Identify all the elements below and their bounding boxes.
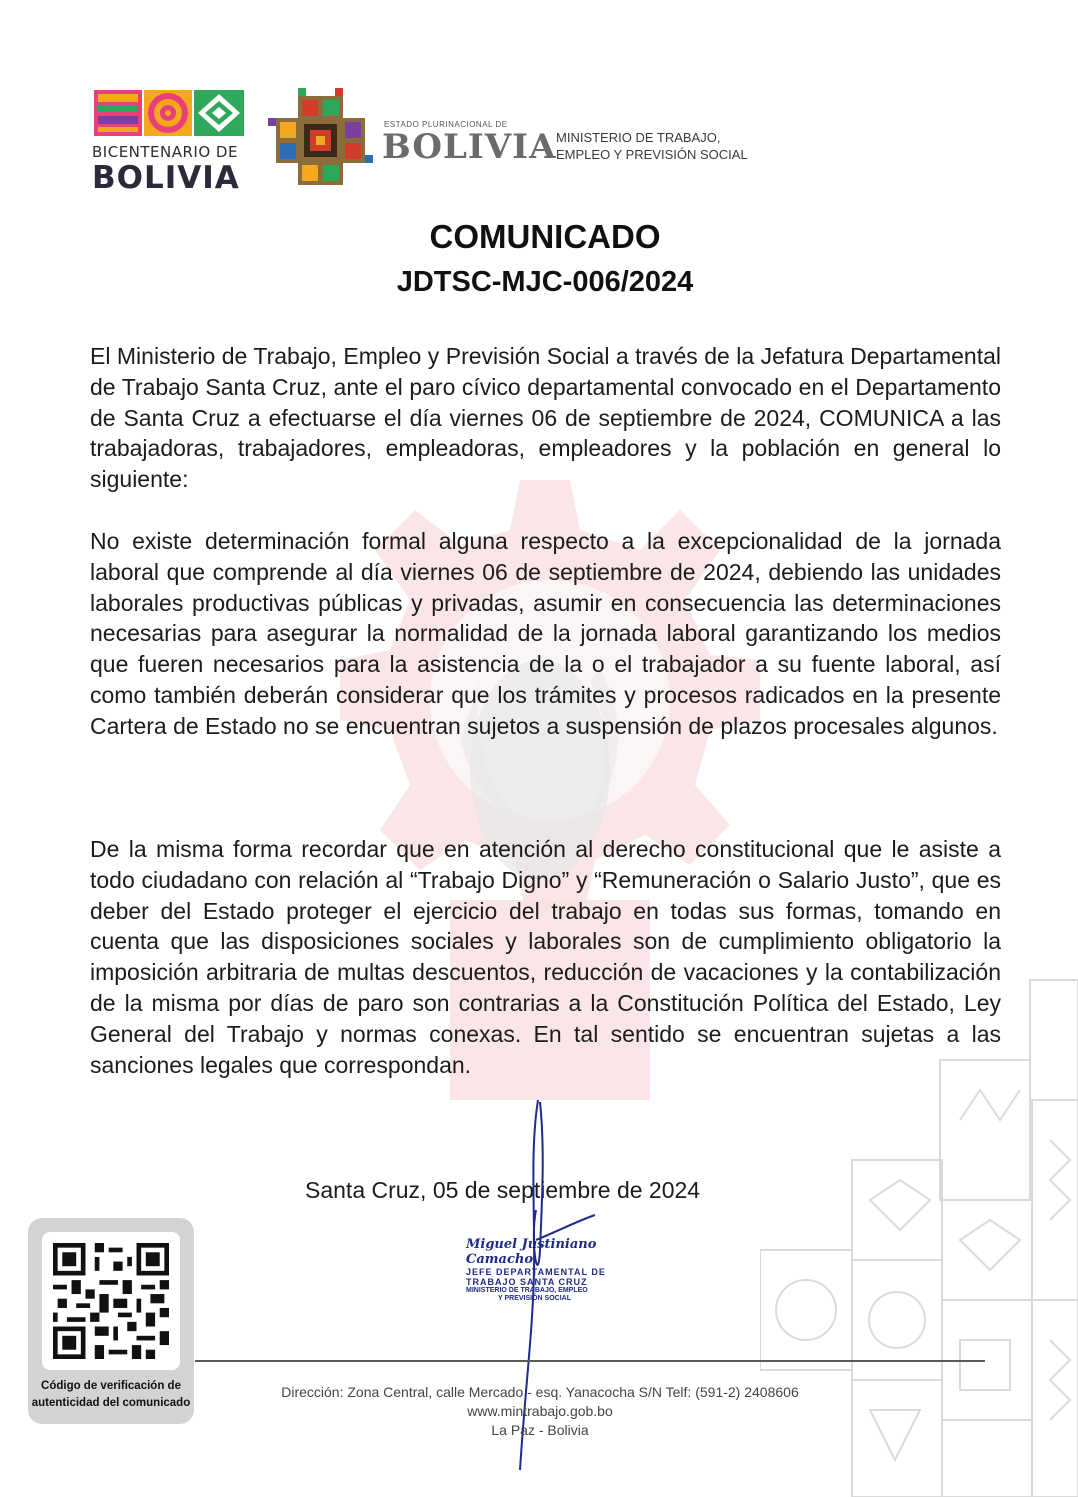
document-title: COMUNICADO — [429, 218, 661, 255]
footer-address: Dirección: Zona Central, calle Mercado - esq. Yanacocha S/N Telf: (591-2) 2408606 — [281, 1384, 799, 1400]
bicentenario-logo — [92, 88, 247, 196]
bicentenario-country: BOLIVIA — [92, 160, 240, 196]
stamp-line-3: MINISTERIO DE TRABAJO, EMPLEO — [466, 1287, 588, 1294]
qr-caption-line2: autenticidad del comunicado — [31, 1397, 191, 1409]
paragraph-1: El Ministerio de Trabajo, Empleo y Previsión Social a través de la Jefatura Departamental de Trabajo Santa Cruz, ante el paro cívico departamental convocado en el Departamento de Santa Cruz a efectuarse el día viernes 06 de septiembre de 2024, COMUNICA a las trabajadoras, trabajadores, empleadoras, empleadores y la población en general lo siguiente: — [90, 343, 1001, 493]
qr-verification-box — [28, 1218, 194, 1424]
ministry-name — [556, 129, 748, 163]
footer-website[interactable]: www.mintrabajo.gob.bo — [467, 1403, 613, 1419]
official-stamp — [466, 1237, 626, 1303]
estado-label: ESTADO PLURINACIONAL DE — [384, 120, 508, 129]
paragraph-3: De la misma forma recordar que en atención al derecho constitucional que le asiste a todo ciudadano con relación al “Trabajo Digno” y “Remuneración o Salario Justo”, que es deber del Estado proteger el ejercicio del trabajo en todas sus formas, tomando en cuenta que las disposiciones sociales y laborales son de cumplimiento obligatorio la imposición arbitraria de multas descuentos, reducción de vacaciones y la contabilización de la misma por días de paro son contrarias a la Constitución Política del Estado, Ley General del Trabajo y normas conexas. En tal sentido se encuentran sujetas a las sanciones legales que correspondan. — [90, 836, 1001, 1078]
stamp-line-1: JEFE DEPARTAMENTAL DE — [466, 1267, 606, 1277]
estado-country: BOLIVIA — [382, 127, 557, 167]
bicentenario-label: BICENTENARIO DE — [92, 143, 238, 161]
document-date: Santa Cruz, 05 de septiembre de 2024 — [305, 1177, 701, 1203]
qr-code-icon — [53, 1243, 169, 1359]
ministry-name-line1: MINISTERIO DE TRABAJO, — [556, 130, 721, 145]
qr-caption-line1: Código de verificación de — [41, 1380, 181, 1392]
qr-code[interactable] — [42, 1232, 180, 1370]
ministry-name-line2: EMPLEO Y PREVISIÓN SOCIAL — [556, 147, 748, 162]
qr-caption — [28, 1378, 194, 1412]
document-code: JDTSC-MJC-006/2024 — [396, 266, 694, 298]
bicentenario-emblem-icon — [94, 90, 244, 136]
estado-plurinacional-emblem-icon — [268, 88, 373, 193]
footer-city: La Paz - Bolivia — [491, 1422, 589, 1438]
stamp-line-4: Y PREVISIÓN SOCIAL — [498, 1295, 571, 1302]
stamp-signer-name: Miguel Justiniano Camacho — [466, 1237, 597, 1267]
footer-divider — [195, 1360, 985, 1362]
stamp-line-2: TRABAJO SANTA CRUZ — [466, 1277, 588, 1287]
footer — [190, 1383, 890, 1440]
paragraph-2: No existe determinación formal alguna respecto a la excepcionalidad de la jornada laboral que comprende al día viernes 06 de septiembre de 2024, debiendo las unidades laborales productivas públicas y privadas, asumir en consecuencia las determinaciones necesarias para asegurar la normalidad de la jornada laboral garantizando los medios que fueren necesarios para la asistencia de la o el trabajador a su fuente laboral, así como también deberán considerar que los trámites y procesos radicados en la presente Cartera de Estado no se encuentran sujetos a suspensión de plazos procesales algunos. — [90, 528, 1001, 739]
